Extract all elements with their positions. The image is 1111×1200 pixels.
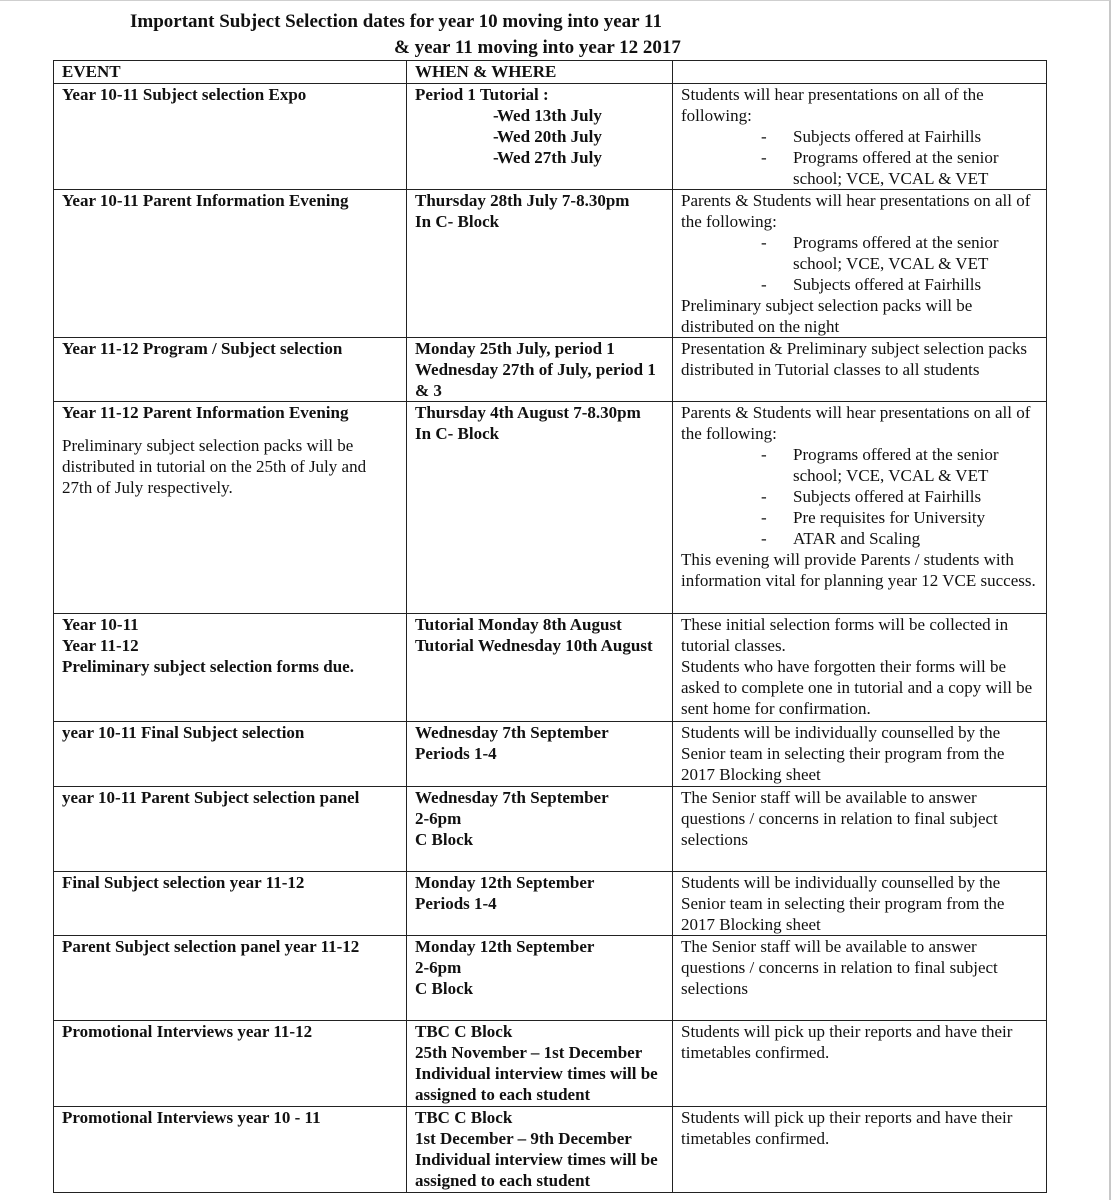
header-when-where: WHEN & WHERE bbox=[407, 61, 673, 84]
event-cell bbox=[54, 936, 407, 1021]
document-title-line-1: Important Subject Selection dates for year 10 moving into year 11 bbox=[130, 11, 662, 32]
when-line: 25th November – 1st December bbox=[415, 1043, 643, 1062]
description-bullet bbox=[681, 274, 1038, 295]
when-where-cell bbox=[407, 338, 673, 402]
when-line: 2-6pm bbox=[415, 958, 462, 977]
when-line: Individual interview times will be assigned to each student bbox=[415, 1064, 658, 1104]
description-cell bbox=[673, 872, 1047, 936]
description-bullet bbox=[681, 528, 1038, 549]
when-line: C Block bbox=[415, 830, 474, 849]
dash-bullet-icon: - bbox=[493, 127, 499, 146]
description-intro: Students will hear presentations on all of the following: bbox=[681, 85, 984, 125]
description-cell bbox=[673, 1021, 1047, 1107]
when-line: Wednesday 27th of July, period 1 & 3 bbox=[415, 360, 656, 400]
when-line: Thursday 28th July 7-8.30pm bbox=[415, 191, 630, 210]
subject-selection-table bbox=[53, 60, 1047, 1193]
description-intro: Students will be individually counselled by the Senior team in selecting their program from the 2017 Blocking sheet bbox=[681, 723, 1005, 784]
document-title-line-2: & year 11 moving into year 12 2017 bbox=[394, 37, 681, 58]
event-title: Year 11-12 Program / Subject selection bbox=[62, 339, 343, 358]
description-cell bbox=[673, 338, 1047, 402]
table-row bbox=[54, 722, 1047, 787]
dash-bullet-icon: - bbox=[761, 529, 767, 548]
event-cell bbox=[54, 787, 407, 872]
event-cell bbox=[54, 872, 407, 936]
when-line: Periods 1-4 bbox=[415, 744, 497, 763]
table-row bbox=[54, 338, 1047, 402]
event-cell bbox=[54, 1107, 407, 1193]
when-date-text: Wed 20th July bbox=[497, 127, 602, 146]
table-row bbox=[54, 1021, 1047, 1107]
dash-bullet-icon: - bbox=[761, 275, 767, 294]
when-where-cell bbox=[407, 872, 673, 936]
description-intro: Students will pick up their reports and have their timetables confirmed. bbox=[681, 1022, 1013, 1062]
description-bullet-text: Subjects offered at Fairhills bbox=[793, 275, 982, 294]
description-bullet-text: Subjects offered at Fairhills bbox=[793, 487, 982, 506]
table-row bbox=[54, 872, 1047, 936]
when-line: 1st December – 9th December bbox=[415, 1129, 632, 1148]
when-where-cell bbox=[407, 190, 673, 338]
when-line: Tutorial Monday 8th August bbox=[415, 615, 622, 634]
description-intro: Parents & Students will hear presentations on all of the following: bbox=[681, 403, 1031, 443]
description-bullet-text: Pre requisites for University bbox=[793, 508, 986, 527]
header-event: EVENT bbox=[54, 61, 407, 84]
event-line: Year 10-11 bbox=[62, 615, 139, 634]
description-intro: Presentation & Preliminary subject selection packs distributed in Tutorial classes to all students bbox=[681, 339, 1028, 379]
description-intro: The Senior staff will be available to answer questions / concerns in relation to final subject selections bbox=[681, 937, 998, 998]
event-cell bbox=[54, 722, 407, 787]
description-bullet bbox=[681, 507, 1038, 528]
when-line: Monday 12th September bbox=[415, 937, 595, 956]
description-bullet bbox=[681, 126, 1038, 147]
event-line: Year 11-12 bbox=[62, 636, 139, 655]
when-where-cell bbox=[407, 722, 673, 787]
event-title: Final Subject selection year 11-12 bbox=[62, 873, 305, 892]
description-intro: Students will pick up their reports and have their timetables confirmed. bbox=[681, 1108, 1013, 1148]
description-intro: These initial selection forms will be collected in tutorial classes. bbox=[681, 615, 1009, 655]
description-bullet-text: ATAR and Scaling bbox=[793, 529, 921, 548]
dash-bullet-icon: - bbox=[493, 148, 499, 167]
when-where-cell bbox=[407, 402, 673, 614]
event-title: Promotional Interviews year 11-12 bbox=[62, 1022, 313, 1041]
event-title: Parent Subject selection panel year 11-12 bbox=[62, 937, 360, 956]
table-row bbox=[54, 614, 1047, 722]
event-title: Promotional Interviews year 10 - 11 bbox=[62, 1108, 321, 1127]
description-intro: Students will be individually counselled by the Senior team in selecting their program from the 2017 Blocking sheet bbox=[681, 873, 1005, 934]
when-date-item bbox=[415, 105, 664, 126]
when-line: 2-6pm bbox=[415, 809, 462, 828]
when-line: Wednesday 7th September bbox=[415, 723, 609, 742]
when-date-item bbox=[415, 126, 664, 147]
event-cell bbox=[54, 84, 407, 190]
description-intro: The Senior staff will be available to answer questions / concerns in relation to final subject selections bbox=[681, 788, 998, 849]
when-line: Periods 1-4 bbox=[415, 894, 497, 913]
description-cell bbox=[673, 190, 1047, 338]
description-bullet-text: Programs offered at the senior school; VCE, VCAL & VET bbox=[793, 148, 999, 188]
description-intro: Parents & Students will hear presentations on all of the following: bbox=[681, 191, 1031, 231]
description-bullet bbox=[681, 444, 1038, 486]
when-where-cell bbox=[407, 787, 673, 872]
description-cell bbox=[673, 787, 1047, 872]
when-where-cell bbox=[407, 614, 673, 722]
dash-bullet-icon: - bbox=[493, 106, 499, 125]
description-outro: This evening will provide Parents / students with information vital for planning year 12 VCE success. bbox=[681, 550, 1036, 590]
event-cell bbox=[54, 338, 407, 402]
when-date-item bbox=[415, 147, 664, 168]
when-where-cell bbox=[407, 1107, 673, 1193]
table-row bbox=[54, 190, 1047, 338]
when-line: Wednesday 7th September bbox=[415, 788, 609, 807]
table-row bbox=[54, 402, 1047, 614]
when-date-text: Wed 27th July bbox=[497, 148, 602, 167]
dash-bullet-icon: - bbox=[761, 508, 767, 527]
when-line: In C- Block bbox=[415, 424, 500, 443]
event-title: Year 10-11 Subject selection Expo bbox=[62, 85, 307, 104]
when-where-cell bbox=[407, 936, 673, 1021]
description-bullet bbox=[681, 486, 1038, 507]
description-cell bbox=[673, 936, 1047, 1021]
description-bullet bbox=[681, 147, 1038, 189]
header-details bbox=[673, 61, 1047, 84]
when-line: Period 1 Tutorial : bbox=[415, 85, 549, 104]
event-note: Preliminary subject selection packs will be distributed in tutorial on the 25th of July and 27th of July respectively. bbox=[62, 436, 367, 497]
when-line: Monday 12th September bbox=[415, 873, 595, 892]
table-row bbox=[54, 1107, 1047, 1193]
table-row bbox=[54, 84, 1047, 190]
dash-bullet-icon: - bbox=[761, 445, 767, 464]
description-bullet-text: Subjects offered at Fairhills bbox=[793, 127, 982, 146]
event-line: Preliminary subject selection forms due. bbox=[62, 657, 354, 676]
event-title: Year 10-11 Parent Information Evening bbox=[62, 191, 349, 210]
event-cell bbox=[54, 190, 407, 338]
description-outro: Preliminary subject selection packs will be distributed on the night bbox=[681, 296, 973, 336]
when-line: Individual interview times will be assigned to each student bbox=[415, 1150, 658, 1190]
description-bullet bbox=[681, 232, 1038, 274]
description-bullet-text: Programs offered at the senior school; VCE, VCAL & VET bbox=[793, 445, 999, 485]
dash-bullet-icon: - bbox=[761, 148, 767, 167]
when-where-cell bbox=[407, 1021, 673, 1107]
when-line: Tutorial Wednesday 10th August bbox=[415, 636, 653, 655]
when-line: In C- Block bbox=[415, 212, 500, 231]
when-line: Thursday 4th August 7-8.30pm bbox=[415, 403, 641, 422]
event-title: year 10-11 Parent Subject selection panel bbox=[62, 788, 360, 807]
event-cell bbox=[54, 614, 407, 722]
when-line: C Block bbox=[415, 979, 474, 998]
event-cell bbox=[54, 402, 407, 614]
when-line: TBC C Block bbox=[415, 1022, 513, 1041]
event-cell bbox=[54, 1021, 407, 1107]
description-cell bbox=[673, 1107, 1047, 1193]
description-cell bbox=[673, 614, 1047, 722]
event-title: Year 11-12 Parent Information Evening bbox=[62, 403, 349, 422]
when-date-text: Wed 13th July bbox=[497, 106, 602, 125]
table-row bbox=[54, 787, 1047, 872]
dash-bullet-icon: - bbox=[761, 487, 767, 506]
description-bullet-text: Programs offered at the senior school; VCE, VCAL & VET bbox=[793, 233, 999, 273]
dash-bullet-icon: - bbox=[761, 233, 767, 252]
description-cell bbox=[673, 402, 1047, 614]
table-header-row bbox=[54, 61, 1047, 84]
description-cell bbox=[673, 84, 1047, 190]
description-outro: Students who have forgotten their forms will be asked to complete one in tutorial and a copy will be sent home for confirmation. bbox=[681, 657, 1033, 718]
dash-bullet-icon: - bbox=[761, 127, 767, 146]
when-line: Monday 25th July, period 1 bbox=[415, 339, 615, 358]
table-row bbox=[54, 936, 1047, 1021]
when-line: TBC C Block bbox=[415, 1108, 513, 1127]
event-title: year 10-11 Final Subject selection bbox=[62, 723, 305, 742]
when-where-cell bbox=[407, 84, 673, 190]
description-cell bbox=[673, 722, 1047, 787]
